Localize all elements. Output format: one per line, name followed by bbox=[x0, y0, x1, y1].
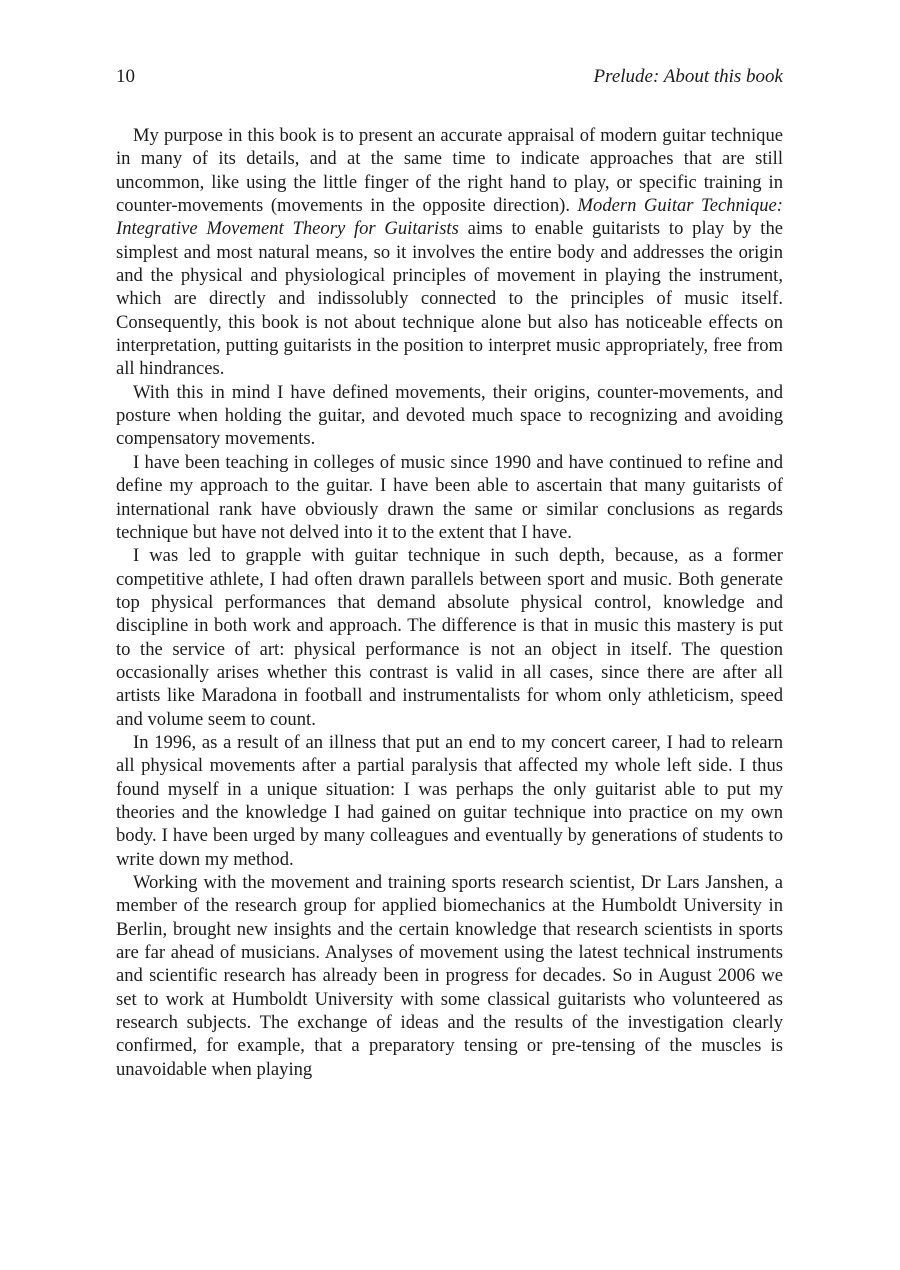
paragraph-5: In 1996, as a result of an illness that put an end to my concert career, I had to relearn all physical movements after a partial paralysis that affected my whole left side. I thus found myself in a unique situation: I was perhaps the only guitarist able to put my theories and the knowledge I had gained on guitar technique into practice on my own body. I have been urged by many colleagues and eventually by generations of students to write down my method. bbox=[116, 731, 783, 870]
paragraph-3: I have been teaching in colleges of music since 1990 and have continued to refine and define my approach to the guitar. I have been able to ascertain that many guitarists of international rank have obviously drawn the same or similar conclusions as regards technique but have not delved into it to the extent that I have. bbox=[116, 451, 783, 543]
book-title-italic: Modern Guitar Technique: Integrative Movement Theory for Guitarists bbox=[116, 195, 783, 240]
paragraph-4: I was led to grapple with guitar technique in such depth, because, as a former competitive athlete, I had often drawn parallels between sport and music. Both generate top physical performances that demand absolute physical control, knowledge and discipline in both work and approach. The difference is that in music this mastery is put to the service of art: physical performance is not an object in itself. The question occasionally arises whether this contrast is valid in all cases, since there are after all artists like Maradona in football and instrumentalists for whom only athleticism, speed and volume seem to count. bbox=[116, 545, 783, 730]
paragraph-1-text-before: My purpose in this book is to present an accurate appraisal of modern guitar technique in many of its details, and at the same time to indicate approaches that are still uncommon, like using the little finger of the right hand to play, or specific training in counter-movements (movements in the opposite direction). bbox=[116, 125, 783, 217]
paragraph-1-text-after: aims to enable guitarists to play by the simplest and most natural means, so it involves the entire body and addresses the origin and the physical and physiological principles of movement in playing the instrument, which are directly and indissolubly connected to the principles of music itself. Consequently, this book is not about technique alone but also has noticeable effects on interpretation, putting guitarists in the position to interpret music appropriately, free from all hindrances. bbox=[116, 218, 784, 380]
paragraph-1 bbox=[116, 124, 783, 381]
running-head bbox=[116, 64, 783, 90]
paragraph-2: With this in mind I have defined movements, their origins, counter-movements, and posture when holding the guitar, and devoted much space to recognizing and avoiding compensatory movements. bbox=[116, 381, 783, 450]
running-head-title: Prelude: About this book bbox=[593, 66, 783, 87]
paragraph-6: Working with the movement and training sports research scientist, Dr Lars Janshen, a member of the research group for applied biomechanics at the Humboldt University in Berlin, brought new insights and the certain knowledge that research scientists in sports are far ahead of musicians. Analyses of movement using the latest technical instruments and scientific research has already been in progress for decades. So in August 2006 we set to work at Humboldt University with some classical guitarists who volunteered as research subjects. The exchange of ideas and the results of the investigation clearly confirmed, for example, that a preparatory tensing or pre-tensing of the muscles is unavoidable when playing bbox=[116, 872, 783, 1080]
body-text bbox=[116, 124, 783, 1081]
page-number: 10 bbox=[116, 66, 135, 87]
